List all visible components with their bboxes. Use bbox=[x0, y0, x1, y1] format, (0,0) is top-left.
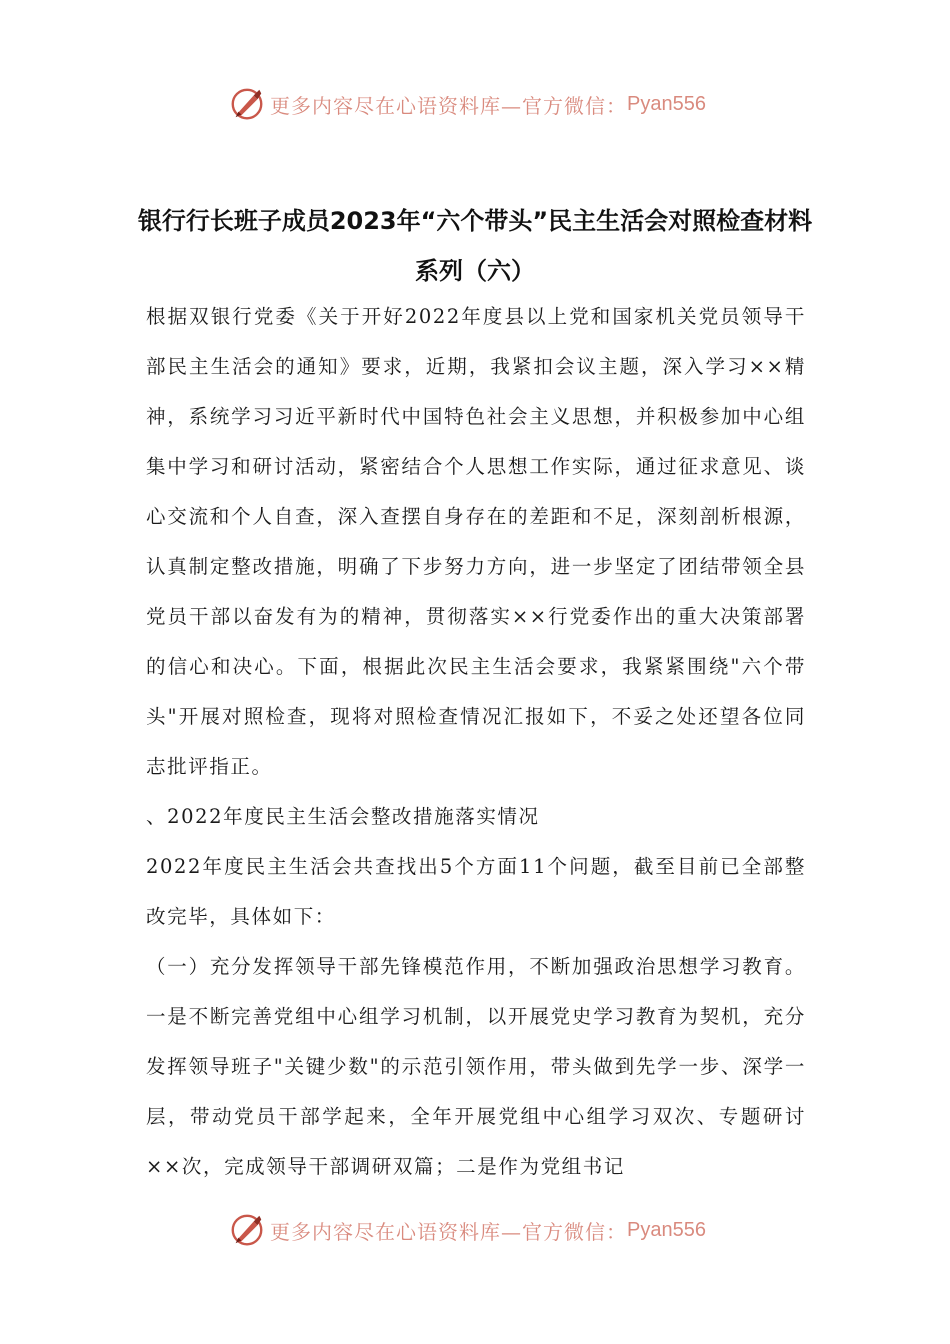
intro-paragraph: 根据双银行党委《关于开好2022年度县以上党和国家机关党员领导干部民主生活会的通知》要求，近期，我紧扣会议主题，深入学习××精神，系统学习习近平新时代中国特色社会主义思想，并积极参加中心组集中学习和研讨活动，紧密结合个人思想工作实际，通过征求意见、谈心交流和个人自查，深入查摆自身存在的差距和不足，深刻剖析根源，认真制定整改措施，明确了下步努力方向，进一步坚定了团结带领全县党员干部以奋发有为的精神，贯彻落实××行党委作出的重大决策部署的信心和决心。下面，根据此次民主生活会要求，我紧紧围绕"六个带头"开展对照检查，现将对照检查情况汇报如下，不妥之处还望各位同志批评指正。 bbox=[146, 305, 806, 778]
document-body bbox=[146, 292, 806, 1192]
section-heading: 、2022年度民主生活会整改措施落实情况 bbox=[146, 805, 540, 828]
document-title: 银行行长班子成员2023年“六个带头”民主生活会对照检查材料系列（六） bbox=[137, 207, 813, 285]
watermark-banner-top bbox=[228, 82, 706, 126]
watermark-wechat-id: Pyan556 bbox=[627, 92, 706, 115]
item-one-paragraph: （一）充分发挥领导干部先锋模范作用，不断加强政治思想学习教育。一是不断完善党组中心组学习机制，以开展党史学习教育为契机，充分发挥领导班子"关键少数"的示范引领作用，带头做到先学一步、深学一层，带动党员干部学起来，全年开展党组中心组学习双次、专题研讨××次，完成领导干部调研双篇；二是作为党组书记 bbox=[146, 955, 806, 1178]
watermark-banner-bottom bbox=[228, 1208, 706, 1252]
pen-logo-icon bbox=[228, 85, 266, 123]
summary-paragraph: 2022年度民主生活会共查找出5个方面11个问题，截至目前已全部整改完毕，具体如下： bbox=[146, 855, 806, 928]
watermark-wechat-id: Pyan556 bbox=[627, 1218, 706, 1241]
watermark-text: 更多内容尽在心语资料库—官方微信： bbox=[270, 93, 627, 118]
pen-logo-icon bbox=[228, 1211, 266, 1249]
watermark-text: 更多内容尽在心语资料库—官方微信： bbox=[270, 1219, 627, 1244]
